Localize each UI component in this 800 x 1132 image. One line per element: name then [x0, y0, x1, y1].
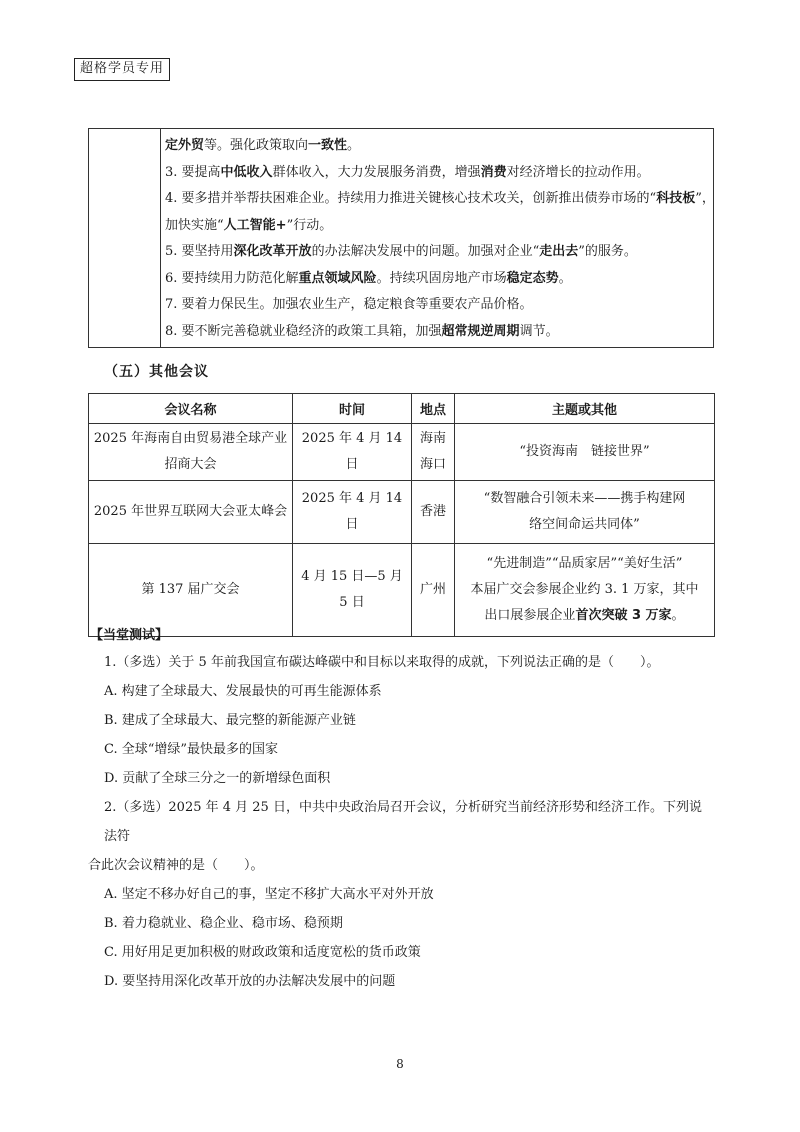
policy-line — [165, 319, 709, 346]
policy-line — [165, 133, 709, 160]
theme-line-run: “投资海南 链接世界” — [519, 444, 650, 459]
place-line: 广州 — [419, 582, 446, 597]
meeting-name-line: 第 137 届广交会 — [141, 582, 240, 597]
theme-line — [459, 577, 710, 603]
policy-line-run: 消费 — [480, 164, 507, 180]
policy-line-run: ”， — [695, 191, 715, 206]
table-row — [89, 424, 715, 481]
policy-line — [165, 239, 709, 266]
answer-option: C. 用好用足更加积极的财政政策和适度宽松的货币政策 — [104, 945, 421, 960]
theme-line-run: 出口展参展企业 — [484, 608, 576, 623]
policy-line-run: 5. 要坚持用 — [165, 244, 234, 259]
policy-list-continued — [88, 128, 714, 348]
theme-line — [459, 512, 710, 538]
header-meeting-name: 会议名称 — [89, 394, 293, 424]
place-line: 海南 — [419, 431, 446, 446]
policy-line-run: 的办法解决发展中的问题。加强对企业“ — [311, 244, 540, 259]
answer-option: D. 要坚持用深化改革开放的办法解决发展中的问题 — [104, 974, 396, 989]
policy-line-run: 。 — [558, 270, 572, 286]
header-theme: 主题或其他 — [455, 394, 715, 424]
policy-line-run: 深化改革开放 — [233, 244, 312, 259]
policy-line-run: 。持续巩固房地产市场 — [376, 270, 507, 286]
cell-time: 2025 年 4 月 14 日 — [293, 424, 412, 481]
answer-option: B. 着力稳就业、稳企业、稳市场、稳预期 — [104, 916, 343, 931]
policy-line-run: 超常规逆周期 — [441, 323, 520, 339]
policy-line-run: 4. 要多措并举帮扶困难企业。持续用力推进关键核心技术攻关，创新推出债券市场的“ — [165, 191, 657, 206]
table-header-row — [89, 394, 715, 424]
theme-line-run: “数智融合引领未来——携手构建网 — [483, 491, 686, 506]
policy-line-run: 8. 要不断完善稳就业稳经济的政策工具箱，加强 — [165, 323, 442, 339]
policy-line-run: ”行动。 — [286, 217, 333, 233]
cell-time: 2025 年 4 月 14 日 — [293, 481, 412, 544]
cell-time: 4 月 15 日—5 月 5 日 — [293, 544, 412, 637]
cell-place — [412, 481, 455, 544]
page-number: 8 — [396, 1057, 404, 1071]
meetings-table — [88, 393, 715, 637]
policy-line — [165, 266, 709, 293]
policy-line-run: 一致性 — [308, 138, 348, 153]
policy-line-run: 稳定态势 — [506, 270, 559, 286]
policy-line-run: 等。强化政策取向 — [204, 138, 309, 153]
theme-line-run: 络空间命运共同体” — [529, 517, 640, 532]
theme-line — [459, 551, 710, 577]
meeting-name-line: 2025 年海南自由贸易港全球产业 — [93, 431, 288, 446]
cell-meeting-name — [89, 481, 293, 544]
policy-line-run: 对经济增长的拉动作用。 — [506, 164, 650, 180]
answer-option: B. 建成了全球最大、最完整的新能源产业链 — [104, 713, 356, 728]
answer-option: A. 坚定不移办好自己的事，坚定不移扩大高水平对外开放 — [104, 887, 434, 902]
student-only-stamp: 超格学员专用 — [74, 58, 170, 81]
theme-line-run: “先进制造”“品质家居”“美好生活” — [486, 556, 683, 571]
table-row — [89, 481, 715, 544]
quiz-heading: 【当堂测试】 — [90, 628, 169, 643]
question-stem: 合此次会议精神的是（ ）。 — [88, 858, 264, 873]
theme-line — [459, 439, 710, 465]
policy-line-run: 中低收入 — [220, 164, 273, 180]
place-line: 香港 — [419, 504, 446, 519]
policy-line — [165, 186, 715, 213]
section-title: （五）其他会议 — [104, 364, 209, 380]
policy-line-run: 重点领域风险 — [298, 270, 377, 286]
cell-theme — [455, 544, 715, 637]
policy-line-run: 调节。 — [519, 323, 559, 339]
cell-meeting-name — [89, 424, 293, 481]
policy-line — [165, 213, 709, 240]
theme-line-run: 本届广交会参展企业约 3. 1 万家，其中 — [470, 582, 699, 597]
cell-place — [412, 544, 455, 637]
left-label-cell — [89, 129, 161, 347]
place-line: 海口 — [419, 457, 446, 472]
policy-line-run: 定外贸 — [165, 138, 205, 153]
meeting-name-line: 招商大会 — [164, 457, 217, 472]
question-stem: 1.（多选）关于 5 年前我国宣布碳达峰碳中和目标以来取得的成就，下列说法正确的是（ ）。 — [104, 655, 660, 670]
policy-line — [165, 292, 709, 319]
policy-line-run: 走出去 — [539, 244, 579, 259]
theme-line-run: 。 — [671, 608, 685, 623]
answer-option: C. 全球“增绿”最快最多的国家 — [104, 742, 279, 757]
policy-line — [165, 160, 709, 187]
policy-line-run: 群体收入，大力发展服务消费，增强 — [272, 164, 481, 180]
theme-line — [459, 486, 710, 512]
quiz-section — [88, 624, 714, 996]
answer-option: A. 构建了全球最大、发展最快的可再生能源体系 — [104, 684, 382, 699]
policy-line-run: 加快实施“ — [165, 217, 224, 233]
cell-theme — [455, 424, 715, 481]
answer-option: D. 贡献了全球三分之一的新增绿色面积 — [104, 771, 331, 786]
policy-line-run: 人工智能+ — [223, 217, 287, 233]
theme-line-run: 首次突破 3 万家 — [575, 608, 672, 623]
policy-line-run: 。 — [347, 138, 361, 153]
question-stem: 2.（多选）2025 年 4 月 25 日，中共中央政治局召开会议，分析研究当前经济形势和经济工作。下列说法符 — [104, 800, 702, 844]
header-place: 地点 — [412, 394, 455, 424]
table-row — [89, 544, 715, 637]
policy-line-run: 7. 要着力保民生。加强农业生产，稳定粮食等重要农产品价格。 — [165, 297, 533, 312]
policy-line-run: ”的服务。 — [578, 244, 637, 259]
policy-line-run: 科技板 — [656, 191, 696, 206]
policy-line-run: 3. 要提高 — [165, 164, 221, 180]
cell-theme — [455, 481, 715, 544]
cell-meeting-name — [89, 544, 293, 637]
header-time: 时间 — [293, 394, 412, 424]
policy-lines — [161, 129, 713, 345]
policy-line-run: 6. 要持续用力防范化解 — [165, 270, 299, 286]
meeting-name-line: 2025 年世界互联网大会亚太峰会 — [93, 504, 288, 519]
cell-place — [412, 424, 455, 481]
